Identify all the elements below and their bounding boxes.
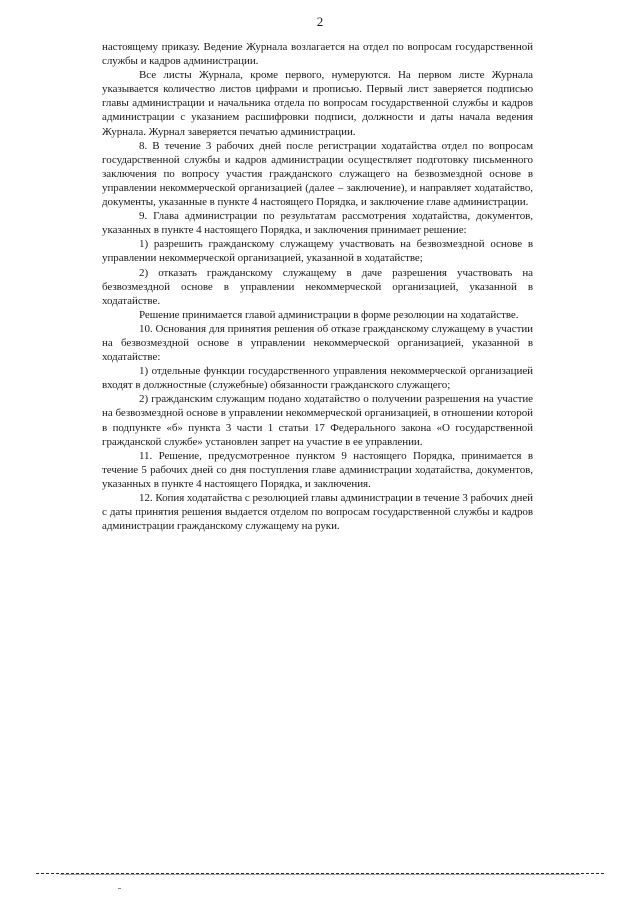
paragraph-item-12: 12. Копия ходатайства с резолюцией главы администрации в течение 3 рабочих дней с даты принятия решения выдается отделом по вопросам государственной службы и кадров администрации гражданскому служащему на руки.: [102, 492, 533, 533]
paragraph-item-10-sub-1: 1) отдельные функции государственного управления некоммерческой организацией входят в должностные (служебные) обязанности гражданского служащего;: [102, 365, 533, 392]
paragraph-item-8: 8. В течение 3 рабочих дней после регистрации ходатайства отдел по вопросам государственной службы и кадров администрации осуществляет подготовку письменного заключения по вопросу участия гражданского служащего на безвозмездной основе в управлении некоммерческой организацией (далее – заключение), и направляет ходатайство, документы, указанные в пункте 4 настоящего Порядка, и заключение главе администрации.: [102, 139, 533, 209]
document-body: [102, 40, 533, 533]
paragraph-item-10: 10. Основания для принятия решения об отказе гражданскому служащему в участии на безвозмездной основе в управлении некоммерческой организацией, указанной в ходатайстве:: [102, 322, 533, 364]
paragraph-continuation: настоящему приказу. Ведение Журнала возлагается на отдел по вопросам государственной службы и кадров администрации.: [102, 41, 533, 68]
paragraph-resolution: Решение принимается главой администрации в форме резолюции на ходатайстве.: [139, 308, 519, 321]
paragraph-journal-sheets: Все листы Журнала, кроме первого, нумеруются. На первом листе Журнала указывается количество листов цифрами и прописью. Первый лист заверяется подписью главы администрации и начальника отдела по вопросам государственной службы и кадров администрации с указанием расшифровки подписи, должности и даты начала ведения Журнала. Журнал заверяется печатью администрации.: [102, 69, 533, 138]
paragraph-item-11: 11. Решение, предусмотренное пунктом 9 настоящего Порядка, принимается в течение 5 рабочих дней со дня поступления главе администрации ходатайства, документов, указанных в пункте 4 настоящего Порядка, и заключения.: [102, 449, 533, 490]
paragraph-item-9: 9. Глава администрации по результатам рассмотрения ходатайства, документов, указанных в пункте 4 настоящего Порядка, и заключения принимает решение:: [102, 210, 533, 237]
page-number: 2: [316, 14, 324, 29]
paragraph-item-10-sub-2: 2) гражданским служащим подано ходатайство о получении разрешения на участие на безвозмездной основе в управлении некоммерческой организацией, в отношении которой в подпункте «б» пункта 3 части 1 статьи 17 Федерального закона «О государственной гражданской службе» установлен запрет на участие в ее управлении.: [102, 393, 533, 448]
paragraph-item-9-sub-1: 1) разрешить гражданскому служащему участвовать на безвозмездной основе в управлении некоммерческой организацией, указанной в ходатайстве;: [102, 238, 533, 265]
footer-divider-shadow: [60, 874, 580, 875]
paragraph-item-9-sub-2: 2) отказать гражданскому служащему в даче разрешения участвовать на безвозмездной основе в управлении некоммерческой организацией, указанной в ходатайстве.: [102, 266, 533, 307]
scan-artifact: [118, 888, 121, 889]
